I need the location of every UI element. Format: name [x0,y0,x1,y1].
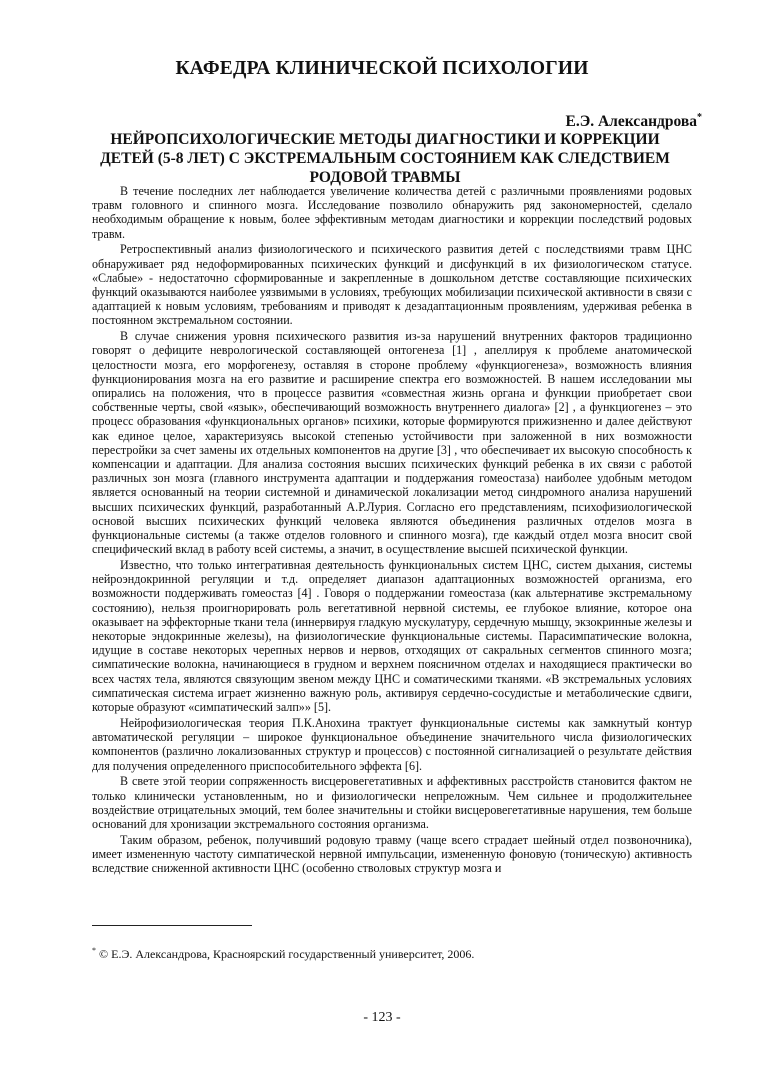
department-heading: КАФЕДРА КЛИНИЧЕСКОЙ ПСИХОЛОГИИ [175,58,589,79]
body-paragraph: В свете этой теории сопряженность висцеровегетативных и аффективных расстройств становится фактом не только клинически установленным, но и физиологически непреложным. Чем сильнее и продолжительнее воздействие отрицательных эмоций, тем более значительны и стойки висцеровегетативные нарушения, тем больше оснований для хронизации экстремального состояния организма. [92,774,692,831]
article-title [90,130,680,187]
body-paragraph: Известно, что только интегративная деятельность функциональных систем ЦНС, систем дыхания, системы нейроэндокринной регуляции и т.д. определяет диапазон адаптационных возможностей организма, его возможности поддерживать гомеостаз [4] . Говоря о поддержании гомеостаза (как альтернативе экстремальному состоянию), нельзя проигнорировать роль вегетативной нервной системы, ее глубокое влияние, которое она оказывает на эффекторные ткани тела (иннервируя гладкую мускулатуру, сердечную мышцу, экзокринные железы и некоторые эндокринные железы), на физиологические функциональные системы. Парасимпатические волокна, идущие в составе некоторых черепных нервов и нервов, отходящих от сакральных сегментов спинного мозга; симпатические волокна, начинающиеся в грудном и верхнем поясничном отделах и находящиеся практически во всех частях тела, являются связующим звеном между ЦНС и соматическими тканями. «В экстремальных условиях симпатическая система играет жизненно важную роль, активируя сердечно-сосудистые и метаболические сдвиги, которые образуют «симпатический залп»» [5]. [92,558,692,715]
footnote-divider [92,925,252,926]
footnote [92,944,692,961]
author-name [566,112,703,131]
author-text: Е.Э. Александрова [565,113,697,131]
footnote-text: © Е.Э. Александрова, Красноярский государственный университет, 2006. [99,947,475,961]
body-paragraph: В течение последних лет наблюдается увеличение количества детей с различными проявлениями родовых травм головного и спинного мозга. Исследование позволило обнаружить ряд закономерностей, сделало необходимым обращение к новым, более эффективным методам диагностики и коррекции последствий родовых травм. [92,184,692,241]
body-paragraph: Ретроспективный анализ физиологического и психического развития детей с последствиями травм ЦНС обнаруживает ряд недоформированных психических функций и дисфункций в их физиологическом статусе. «Слабые» - недостаточно сформированные и закрепленные в дошкольном детстве составляющие психических функций оказываются наиболее уязвимыми в условиях, требующих мобилизации психической активности в связи с адаптацией к новым условиям, требованиям и приводят к дезадаптационным проявлениям, удерживая ребенка в постоянном экстремальном состоянии. [92,242,692,328]
footnote-mark: * [92,946,96,955]
body-paragraph: В случае снижения уровня психического развития из-за нарушений внутренних факторов традиционно говорят о дефиците неврологической составляющей онтогенеза [1] , апеллируя к проблеме анатомической целостности мозга, его морфогенезу, оставляя в стороне проблему «функциогенеза», возможность влияния функционирования мозга на его развитие и расширение спектра его возможностей. В нашем исследовании мы опирались на положения, что в процессе развития «совместная жизнь органа и функции приобретает свои собственные черты, свой «язык», обеспечивающий возможность внутреннего диалога» [2] , а функциогенез – это процесс образования «функциональных органов» психики, которые формируются прижизненно и далее действуют как единое целое, характеризуясь высокой степенью устойчивости при заложенной в них возможности перестройки за счет замены их отдельных компонентов на другие [3] , что обеспечивает их высокую способность к компенсации и адаптации. Для анализа состояния высших психических функций ребенка в их связи с работой различных зон мозга (главного инструмента адаптации и поддержания гомеостаза) наиболее удобным методом является основанный на теории системной и динамической локализации метод синдромного анализа нарушений высших психических функций, разработанный А.Р.Лурия. Согласно его представлениям, психофизиологической основой высших психических функций человека являются объединения различных отделов мозга в функциональные системы (а также отделов головного и спинного мозга), где каждый отдел мозга вносит свой специфический вклад в работу всей системы, а значит, в осуществление высшей психической функции. [92,329,692,557]
article-body [92,184,692,877]
body-paragraph: Таким образом, ребенок, получивший родовую травму (чаще всего страдает шейный отдел позвоночника), имеет измененную частоту симпатической нервной импульсации, измененную фоновую (тоническую) активность вследствие сниженной активности ЦНС (особенно стволовых структур мозга и [92,832,692,876]
page-number: - 123 - [363,1010,401,1025]
title-line: РОДОВОЙ ТРАВМЫ [309,169,461,186]
title-line: НЕЙРОПСИХОЛОГИЧЕСКИЕ МЕТОДЫ ДИАГНОСТИКИ И КОРРЕКЦИИ [110,131,660,148]
author-footnote-mark: * [697,112,702,123]
title-line: ДЕТЕЙ (5-8 ЛЕТ) С ЭКСТРЕМАЛЬНЫМ СОСТОЯНИЕМ КАК СЛЕДСТВИЕМ [100,150,670,167]
body-paragraph: Нейрофизиологическая теория П.К.Анохина трактует функциональные системы как замкнутый контур автоматической регуляции – широкое функциональное объединение значительного числа физиологических компонентов (различно локализованных структур и процессов) с постоянной сигнализацией о результате действия для получения определенного приспособительного эффекта [6]. [92,715,692,773]
